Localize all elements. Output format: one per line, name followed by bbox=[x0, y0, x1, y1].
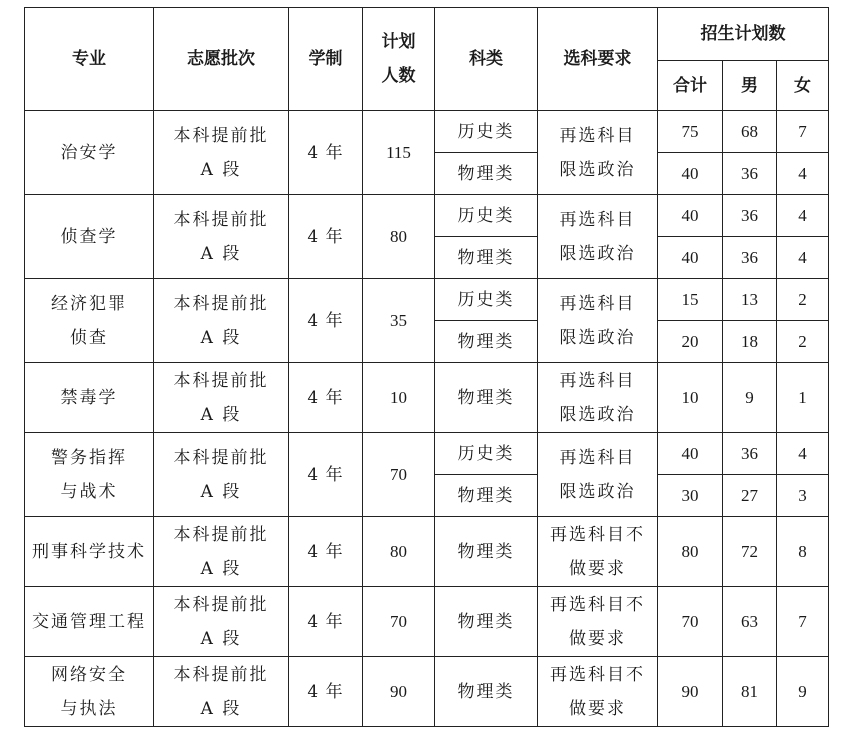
table-row bbox=[25, 111, 829, 153]
major-line: 禁毒学 bbox=[60, 387, 118, 408]
major-cell bbox=[25, 111, 154, 195]
table-row bbox=[25, 433, 829, 475]
major-line: 侦查学 bbox=[60, 226, 118, 247]
major-line: 治安学 bbox=[60, 142, 118, 163]
header-duration: 学制 bbox=[289, 8, 363, 111]
total-cell: 10 bbox=[658, 363, 723, 433]
female-cell: 4 bbox=[777, 433, 829, 475]
male-cell: 27 bbox=[723, 475, 777, 517]
subject-category-cell: 物理类 bbox=[435, 363, 538, 433]
batch-line: 本科提前批 bbox=[173, 447, 269, 468]
female-cell: 7 bbox=[777, 587, 829, 657]
female-cell: 9 bbox=[777, 657, 829, 727]
major-line: 与执法 bbox=[60, 698, 118, 719]
batch-line: 本科提前批 bbox=[173, 125, 269, 146]
batch-cell bbox=[154, 111, 289, 195]
male-cell: 13 bbox=[723, 279, 777, 321]
subject-requirement-cell bbox=[538, 363, 658, 433]
table-row bbox=[25, 363, 829, 433]
subject-category-cell: 历史类 bbox=[435, 195, 538, 237]
batch-line: A 段 bbox=[200, 159, 242, 180]
major-cell bbox=[25, 657, 154, 727]
table-row bbox=[25, 517, 829, 587]
duration-cell: 4 年 bbox=[289, 657, 363, 727]
planned-count-cell: 70 bbox=[363, 587, 435, 657]
male-cell: 36 bbox=[723, 153, 777, 195]
requirement-line: 限选政治 bbox=[559, 243, 636, 264]
table-row bbox=[25, 657, 829, 727]
header-male: 男 bbox=[723, 61, 777, 111]
requirement-line: 做要求 bbox=[569, 628, 626, 649]
total-cell: 90 bbox=[658, 657, 723, 727]
batch-cell bbox=[154, 363, 289, 433]
major-line: 侦查 bbox=[70, 327, 108, 348]
major-cell bbox=[25, 195, 154, 279]
planned-count-cell: 10 bbox=[363, 363, 435, 433]
total-cell: 40 bbox=[658, 237, 723, 279]
batch-line: A 段 bbox=[200, 481, 242, 502]
batch-line: 本科提前批 bbox=[173, 209, 269, 230]
requirement-line: 再选科目 bbox=[559, 370, 636, 391]
batch-line: A 段 bbox=[200, 327, 242, 348]
female-cell: 7 bbox=[777, 111, 829, 153]
duration-cell: 4 年 bbox=[289, 195, 363, 279]
requirement-line: 再选科目 bbox=[559, 125, 636, 146]
female-cell: 2 bbox=[777, 321, 829, 363]
planned-count-cell: 115 bbox=[363, 111, 435, 195]
subject-category-cell: 历史类 bbox=[435, 433, 538, 475]
requirement-line: 再选科目 bbox=[559, 293, 636, 314]
duration-cell: 4 年 bbox=[289, 279, 363, 363]
subject-category-cell: 物理类 bbox=[435, 237, 538, 279]
header-major: 专业 bbox=[25, 8, 154, 111]
header-planned-line1: 计划 bbox=[381, 32, 416, 52]
major-cell bbox=[25, 587, 154, 657]
total-cell: 40 bbox=[658, 433, 723, 475]
table-row bbox=[25, 587, 829, 657]
duration-cell: 4 年 bbox=[289, 433, 363, 517]
female-cell: 4 bbox=[777, 237, 829, 279]
requirement-line: 再选科目 bbox=[559, 209, 636, 230]
female-cell: 3 bbox=[777, 475, 829, 517]
requirement-line: 再选科目不 bbox=[550, 524, 645, 545]
requirement-line: 做要求 bbox=[569, 698, 626, 719]
subject-category-cell: 历史类 bbox=[435, 279, 538, 321]
requirement-line: 限选政治 bbox=[559, 327, 636, 348]
subject-requirement-cell bbox=[538, 195, 658, 279]
requirement-line: 限选政治 bbox=[559, 481, 636, 502]
subject-category-cell: 物理类 bbox=[435, 657, 538, 727]
batch-line: A 段 bbox=[200, 558, 242, 579]
requirement-line: 限选政治 bbox=[559, 159, 636, 180]
duration-cell: 4 年 bbox=[289, 587, 363, 657]
header-row bbox=[25, 8, 829, 61]
batch-cell bbox=[154, 587, 289, 657]
male-cell: 18 bbox=[723, 321, 777, 363]
total-cell: 20 bbox=[658, 321, 723, 363]
batch-line: 本科提前批 bbox=[173, 594, 269, 615]
batch-cell bbox=[154, 279, 289, 363]
major-cell bbox=[25, 433, 154, 517]
subject-requirement-cell bbox=[538, 433, 658, 517]
batch-cell bbox=[154, 517, 289, 587]
header-batch: 志愿批次 bbox=[154, 8, 289, 111]
total-cell: 75 bbox=[658, 111, 723, 153]
subject-category-cell: 物理类 bbox=[435, 475, 538, 517]
major-cell bbox=[25, 363, 154, 433]
requirement-line: 再选科目 bbox=[559, 447, 636, 468]
header-total: 合计 bbox=[658, 61, 723, 111]
batch-cell bbox=[154, 433, 289, 517]
male-cell: 63 bbox=[723, 587, 777, 657]
planned-count-cell: 35 bbox=[363, 279, 435, 363]
requirement-line: 限选政治 bbox=[559, 404, 636, 425]
requirement-line: 做要求 bbox=[569, 558, 626, 579]
male-cell: 36 bbox=[723, 237, 777, 279]
subject-requirement-cell bbox=[538, 517, 658, 587]
planned-count-cell: 80 bbox=[363, 195, 435, 279]
subject-category-cell: 物理类 bbox=[435, 321, 538, 363]
subject-requirement-cell bbox=[538, 587, 658, 657]
batch-line: A 段 bbox=[200, 243, 242, 264]
duration-cell: 4 年 bbox=[289, 363, 363, 433]
requirement-line: 再选科目不 bbox=[550, 664, 645, 685]
batch-line: A 段 bbox=[200, 404, 242, 425]
table-row bbox=[25, 279, 829, 321]
major-line: 网络安全 bbox=[51, 664, 127, 685]
header-female: 女 bbox=[777, 61, 829, 111]
subject-category-cell: 历史类 bbox=[435, 111, 538, 153]
major-line: 与战术 bbox=[60, 481, 118, 502]
planned-count-cell: 80 bbox=[363, 517, 435, 587]
major-cell bbox=[25, 279, 154, 363]
female-cell: 8 bbox=[777, 517, 829, 587]
duration-cell: 4 年 bbox=[289, 517, 363, 587]
table-row bbox=[25, 195, 829, 237]
major-line: 交通管理工程 bbox=[32, 611, 146, 632]
subject-requirement-cell bbox=[538, 657, 658, 727]
header-planned-line2: 人数 bbox=[381, 66, 416, 86]
major-line: 刑事科学技术 bbox=[32, 541, 146, 562]
batch-line: 本科提前批 bbox=[173, 664, 269, 685]
header-planned bbox=[363, 8, 435, 111]
batch-line: A 段 bbox=[200, 698, 242, 719]
male-cell: 68 bbox=[723, 111, 777, 153]
batch-line: 本科提前批 bbox=[173, 524, 269, 545]
subject-requirement-cell bbox=[538, 279, 658, 363]
batch-line: 本科提前批 bbox=[173, 370, 269, 391]
batch-cell bbox=[154, 195, 289, 279]
batch-line: A 段 bbox=[200, 628, 242, 649]
male-cell: 72 bbox=[723, 517, 777, 587]
table-body bbox=[25, 111, 829, 727]
subject-category-cell: 物理类 bbox=[435, 517, 538, 587]
female-cell: 1 bbox=[777, 363, 829, 433]
batch-line: 本科提前批 bbox=[173, 293, 269, 314]
major-line: 警务指挥 bbox=[51, 447, 127, 468]
total-cell: 80 bbox=[658, 517, 723, 587]
male-cell: 81 bbox=[723, 657, 777, 727]
duration-cell: 4 年 bbox=[289, 111, 363, 195]
male-cell: 36 bbox=[723, 433, 777, 475]
header-subject-category: 科类 bbox=[435, 8, 538, 111]
total-cell: 40 bbox=[658, 195, 723, 237]
male-cell: 36 bbox=[723, 195, 777, 237]
major-cell bbox=[25, 517, 154, 587]
planned-count-cell: 70 bbox=[363, 433, 435, 517]
male-cell: 9 bbox=[723, 363, 777, 433]
subject-category-cell: 物理类 bbox=[435, 153, 538, 195]
header-subject-requirement: 选科要求 bbox=[538, 8, 658, 111]
female-cell: 4 bbox=[777, 153, 829, 195]
requirement-line: 再选科目不 bbox=[550, 594, 645, 615]
subject-category-cell: 物理类 bbox=[435, 587, 538, 657]
female-cell: 2 bbox=[777, 279, 829, 321]
enrollment-plan-table bbox=[24, 7, 829, 727]
total-cell: 15 bbox=[658, 279, 723, 321]
female-cell: 4 bbox=[777, 195, 829, 237]
planned-count-cell: 90 bbox=[363, 657, 435, 727]
batch-cell bbox=[154, 657, 289, 727]
major-line: 经济犯罪 bbox=[51, 293, 127, 314]
header-enrollment-plan: 招生计划数 bbox=[658, 8, 829, 61]
total-cell: 70 bbox=[658, 587, 723, 657]
total-cell: 30 bbox=[658, 475, 723, 517]
total-cell: 40 bbox=[658, 153, 723, 195]
subject-requirement-cell bbox=[538, 111, 658, 195]
